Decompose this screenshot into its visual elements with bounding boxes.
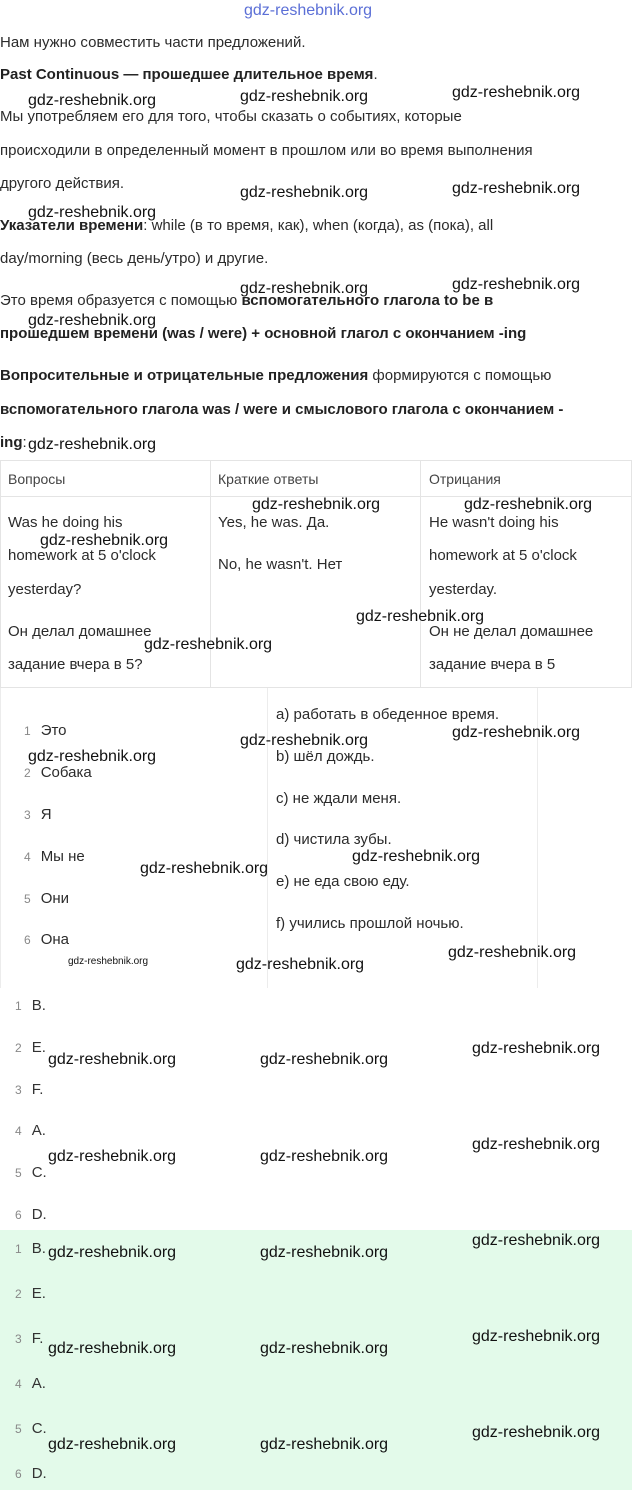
match-left-2 xyxy=(24,764,92,781)
match-left-1 xyxy=(24,722,67,739)
answer-number: 4 xyxy=(15,1124,22,1138)
answer-5 xyxy=(15,1164,47,1181)
answer-1 xyxy=(15,997,46,1014)
answer-letter: C. xyxy=(31,1164,47,1181)
grammar-table xyxy=(0,460,632,688)
watermark: gdz-reshebnik.org xyxy=(144,636,273,653)
answer-number: 3 xyxy=(15,1083,22,1097)
negation-line-4: Он не делал домашнее xyxy=(429,623,594,640)
match-right-a: a) работать в обеденное время. xyxy=(276,706,500,723)
questions-bold: Вопросительные и отрицательные предложения xyxy=(0,367,369,384)
answer-number: 4 xyxy=(15,1377,22,1391)
short-answer-line-1: Yes, he was. Да. xyxy=(218,514,330,531)
match-left-4 xyxy=(24,848,85,865)
tense-heading-bold: Past Continuous — прошедшее длительное время xyxy=(0,66,374,83)
match-right-d: d) чистила зубы. xyxy=(276,831,392,848)
match-left-6 xyxy=(24,931,69,948)
answer-letter: B. xyxy=(31,1240,46,1257)
watermark: gdz-reshebnik.org xyxy=(252,496,381,513)
match-left-5 xyxy=(24,890,69,907)
answer-letter: F. xyxy=(31,1330,44,1347)
watermark: gdz-reshebnik.org xyxy=(236,956,365,973)
answer-number: 6 xyxy=(15,1467,22,1481)
answer-highlighted-5 xyxy=(15,1420,47,1437)
questions-bold-2: вспомогательного глагола was / were и смыслового глагола с окончанием - xyxy=(0,401,564,418)
match-left-number: 3 xyxy=(24,808,31,822)
negation-line-2: homework at 5 o'clock xyxy=(429,547,577,564)
watermark: gdz-reshebnik.org xyxy=(260,1436,389,1453)
answer-6 xyxy=(15,1206,47,1223)
match-right-f: f) учились прошлой ночью. xyxy=(276,915,464,932)
answer-number: 2 xyxy=(15,1287,22,1301)
watermark: gdz-reshebnik.org xyxy=(240,280,369,297)
markers-tail: : while (в то время, как), when (когда), as (пока), all xyxy=(143,217,494,234)
watermark: gdz-reshebnik.org xyxy=(452,724,581,741)
match-left-number: 2 xyxy=(24,766,31,780)
watermark: gdz-reshebnik.org xyxy=(472,1232,601,1249)
table-header-short-answers: Краткие ответы xyxy=(218,471,319,487)
answer-highlighted-4 xyxy=(15,1375,46,1392)
questions-tail: : xyxy=(22,434,27,451)
match-left-text: Мы не xyxy=(40,848,85,865)
table-header-negations: Отрицания xyxy=(429,471,501,487)
answer-number: 5 xyxy=(15,1166,22,1180)
question-line-5: задание вчера в 5? xyxy=(8,656,143,673)
watermark: gdz-reshebnik.org xyxy=(48,1051,177,1068)
usage-line-1: Мы употребляем его для того, чтобы сказать о событиях, которые xyxy=(0,108,462,125)
watermark: gdz-reshebnik.org xyxy=(28,204,157,221)
answer-highlighted-1 xyxy=(15,1240,46,1257)
answer-letter: E. xyxy=(31,1039,46,1056)
watermark: gdz-reshebnik.org xyxy=(48,1244,177,1261)
formation-plain: Это время образуется с помощью xyxy=(0,292,242,309)
match-left-number: 5 xyxy=(24,892,31,906)
question-line-4: Он делал домашнее xyxy=(8,623,152,640)
match-left-number: 1 xyxy=(24,724,31,738)
watermark: gdz-reshebnik.org xyxy=(28,312,157,329)
watermark: gdz-reshebnik.org xyxy=(356,608,485,625)
question-line-3: yesterday? xyxy=(8,581,82,598)
negation-line-5: задание вчера в 5 xyxy=(429,656,556,673)
answer-highlighted-6 xyxy=(15,1465,47,1482)
watermark: gdz-reshebnik.org xyxy=(352,848,481,865)
negation-line-3: yesterday. xyxy=(429,581,498,598)
watermark: gdz-reshebnik.org xyxy=(472,1424,601,1441)
match-left-text: Собака xyxy=(40,764,92,781)
answer-letter: E. xyxy=(31,1285,46,1302)
watermark: gdz-reshebnik.org xyxy=(464,496,593,513)
top-watermark[interactable]: gdz-reshebnik.org xyxy=(244,2,373,19)
watermark: gdz-reshebnik.org xyxy=(68,956,149,967)
questions-bold-3: ing xyxy=(0,434,23,451)
answer-number: 5 xyxy=(15,1422,22,1436)
formation-bold-1: вспомогательного глагола to be в xyxy=(241,292,494,309)
table-header-questions: Вопросы xyxy=(8,471,66,487)
watermark: gdz-reshebnik.org xyxy=(48,1436,177,1453)
watermark: gdz-reshebnik.org xyxy=(48,1148,177,1165)
answer-highlighted-3 xyxy=(15,1330,43,1347)
answer-letter: F. xyxy=(31,1081,44,1098)
markers-bold: Указатели времени xyxy=(0,217,144,234)
match-left-number: 6 xyxy=(24,933,31,947)
questions-line-1 xyxy=(0,367,551,384)
watermark: gdz-reshebnik.org xyxy=(452,84,581,101)
match-left-number: 4 xyxy=(24,850,31,864)
watermark: gdz-reshebnik.org xyxy=(28,92,157,109)
tense-heading-tail: . xyxy=(373,66,378,83)
usage-line-3: другого действия. xyxy=(0,175,125,192)
answer-2 xyxy=(15,1039,46,1056)
answer-letter: D. xyxy=(31,1465,47,1482)
watermark: gdz-reshebnik.org xyxy=(28,436,157,453)
match-left-text: Они xyxy=(40,890,70,907)
match-right-c: c) не ждали меня. xyxy=(276,790,402,807)
answer-3 xyxy=(15,1081,43,1098)
watermark: gdz-reshebnik.org xyxy=(40,532,169,549)
intro-text: Нам нужно совместить части предложений. xyxy=(0,34,306,51)
markers-line-2: day/morning (весь день/утро) и другие. xyxy=(0,250,269,267)
answer-letter: B. xyxy=(31,997,46,1014)
answer-number: 2 xyxy=(15,1041,22,1055)
question-line-2: homework at 5 o'clock xyxy=(8,547,156,564)
answer-letter: D. xyxy=(31,1206,47,1223)
watermark: gdz-reshebnik.org xyxy=(260,1340,389,1357)
watermark: gdz-reshebnik.org xyxy=(240,88,369,105)
match-left-text: Я xyxy=(40,806,52,823)
usage-line-2: происходили в определенный момент в прошлом или во время выполнения xyxy=(0,142,533,159)
watermark: gdz-reshebnik.org xyxy=(452,276,581,293)
watermark: gdz-reshebnik.org xyxy=(472,1136,601,1153)
match-left-text: Она xyxy=(40,931,69,948)
watermark: gdz-reshebnik.org xyxy=(452,180,581,197)
match-left-text: Это xyxy=(40,722,67,739)
match-left-3 xyxy=(24,806,52,823)
watermark: gdz-reshebnik.org xyxy=(240,732,369,749)
watermark: gdz-reshebnik.org xyxy=(28,748,157,765)
match-right-e: e) не еда свою еду. xyxy=(276,873,410,890)
answer-letter: A. xyxy=(31,1375,46,1392)
watermark: gdz-reshebnik.org xyxy=(240,184,369,201)
watermark: gdz-reshebnik.org xyxy=(260,1244,389,1261)
watermark: gdz-reshebnik.org xyxy=(260,1148,389,1165)
watermark: gdz-reshebnik.org xyxy=(448,944,577,961)
answer-highlighted-2 xyxy=(15,1285,46,1302)
questions-line-3 xyxy=(0,434,27,451)
questions-line-2 xyxy=(0,401,563,418)
watermark: gdz-reshebnik.org xyxy=(472,1328,601,1345)
answer-number: 1 xyxy=(15,1242,22,1256)
tense-heading xyxy=(0,66,378,83)
answer-number: 6 xyxy=(15,1208,22,1222)
short-answer-line-2: No, he wasn't. Нет xyxy=(218,556,343,573)
match-right-b: b) шёл дождь. xyxy=(276,748,375,765)
formation-bold-2: прошедшем времени (was / were) + основной глагол с окончанием -ing xyxy=(0,325,527,342)
answer-letter: C. xyxy=(31,1420,47,1437)
negation-line-1: He wasn't doing his xyxy=(429,514,559,531)
watermark: gdz-reshebnik.org xyxy=(48,1340,177,1357)
questions-plain: формируются с помощью xyxy=(368,367,552,384)
watermark: gdz-reshebnik.org xyxy=(140,860,269,877)
answer-number: 1 xyxy=(15,999,22,1013)
answer-4 xyxy=(15,1122,46,1139)
watermark: gdz-reshebnik.org xyxy=(260,1051,389,1068)
answer-number: 3 xyxy=(15,1332,22,1346)
question-line-1: Was he doing his xyxy=(8,514,123,531)
answer-letter: A. xyxy=(31,1122,46,1139)
watermark: gdz-reshebnik.org xyxy=(472,1040,601,1057)
